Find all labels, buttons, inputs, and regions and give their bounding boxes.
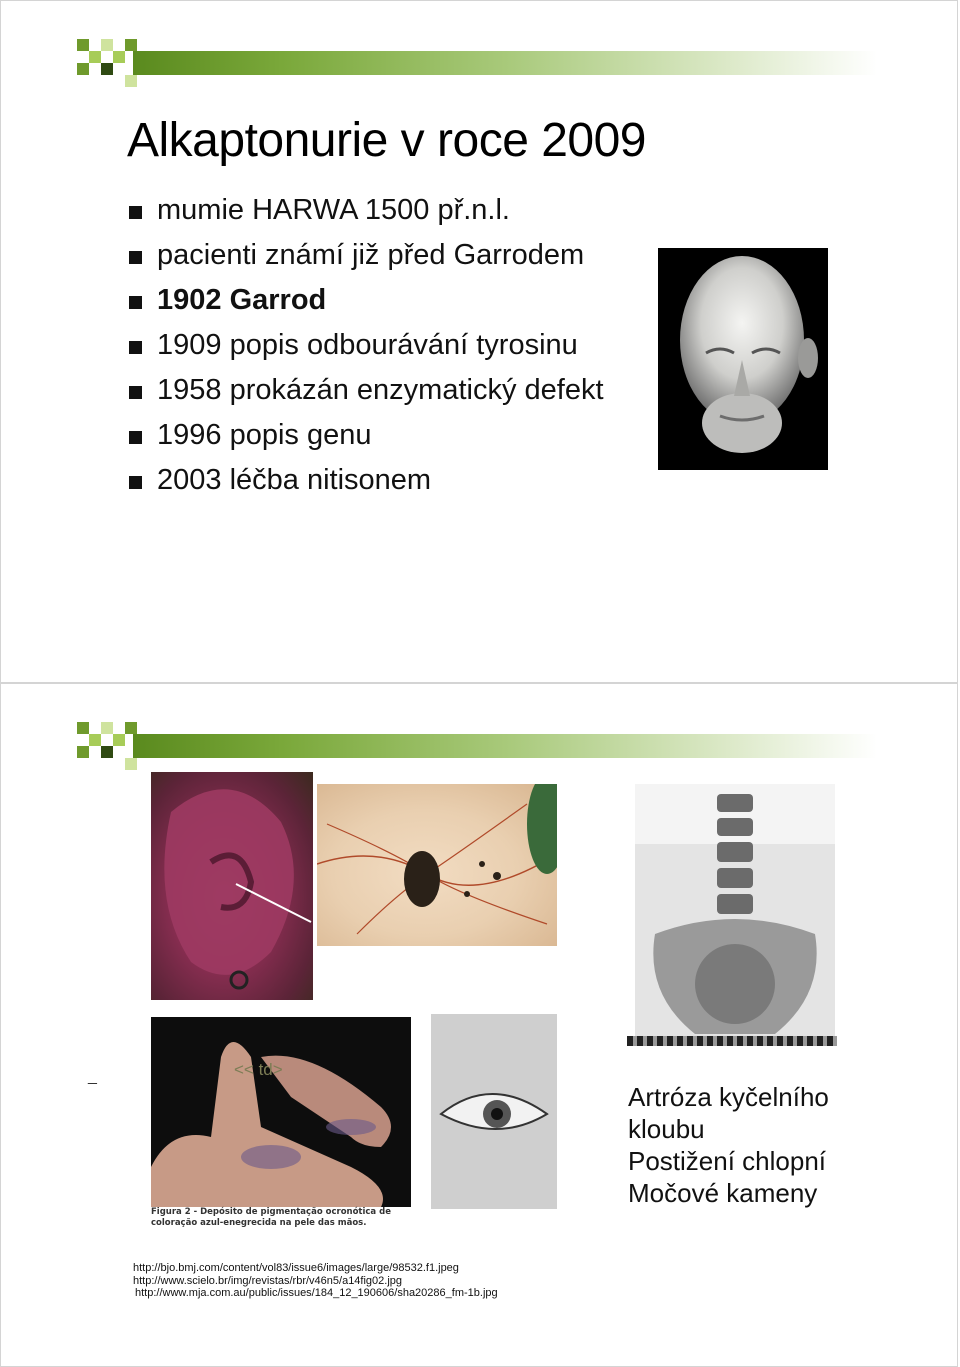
bullet-marker-icon [129, 431, 142, 444]
bullet-text: mumie HARWA 1500 př.n.l. [157, 194, 510, 226]
sclera-pigmentation-photo [317, 784, 557, 946]
finding-line: kloubu [628, 1114, 705, 1144]
xray-ruler [627, 1036, 837, 1046]
bullet-text: 1909 popis odbourávání tyrosinu [157, 329, 578, 361]
hand-pigmentation-photo [151, 1017, 411, 1207]
bullet-item [127, 328, 647, 362]
finding-line: Postižení chlopní [628, 1146, 827, 1176]
bullet-item [127, 283, 647, 317]
header-decoration [77, 722, 877, 772]
bullet-text: 1958 prokázán enzymatický defekt [157, 374, 604, 406]
overlay-tag-text: << td> [234, 1060, 283, 1079]
bullet-marker-icon [129, 476, 142, 489]
mummy-mask-photo [658, 248, 828, 470]
bullet-text: 1902 Garrod [157, 284, 327, 316]
bullet-marker-icon [129, 386, 142, 399]
source-url: http://www.scielo.br/img/revistas/rbr/v46n5/a14fig02.jpg [133, 1274, 403, 1287]
finding-line: Močové kameny [628, 1178, 818, 1208]
bullet-item [127, 193, 647, 227]
bullet-marker-icon [129, 206, 142, 219]
bullet-text: 1996 popis genu [157, 419, 372, 451]
bullet-list [127, 193, 647, 508]
slide-2 [0, 683, 958, 1367]
source-urls [133, 1262, 498, 1300]
eye-closeup-photo [431, 1014, 557, 1209]
findings-list [628, 1081, 829, 1209]
abdominal-xray-photo [635, 784, 835, 1046]
header-decoration [77, 39, 877, 89]
ear-pigmentation-photo [151, 772, 313, 1000]
hand-photo-caption: Figura 2 - Depósito de pigmentação ocronótica de coloração azul-enegrecida na pele das mãos. [151, 1207, 391, 1228]
finding-line: Artróza kyčelního [628, 1082, 829, 1112]
source-url: http://bjo.bmj.com/content/vol83/issue6/images/large/98532.f1.jpeg [133, 1262, 459, 1274]
bullet-marker-icon [129, 296, 142, 309]
bullet-text: 2003 léčba nitisonem [157, 464, 432, 496]
bullet-marker-icon [129, 251, 142, 264]
source-url: http://www.mja.com.au/public/issues/184_12_190606/sha20286_fm-1b.jpg [135, 1287, 498, 1299]
bullet-item [127, 418, 647, 452]
bullet-item [127, 373, 647, 407]
stray-mark: _ [88, 1068, 97, 1085]
bullet-text: pacienti známí již před Garrodem [157, 239, 585, 271]
slide-title: Alkaptonurie v roce 2009 [127, 114, 646, 167]
bullet-marker-icon [129, 341, 142, 354]
slide-1 [0, 0, 958, 683]
bullet-item [127, 463, 647, 497]
bullet-item [127, 238, 647, 272]
